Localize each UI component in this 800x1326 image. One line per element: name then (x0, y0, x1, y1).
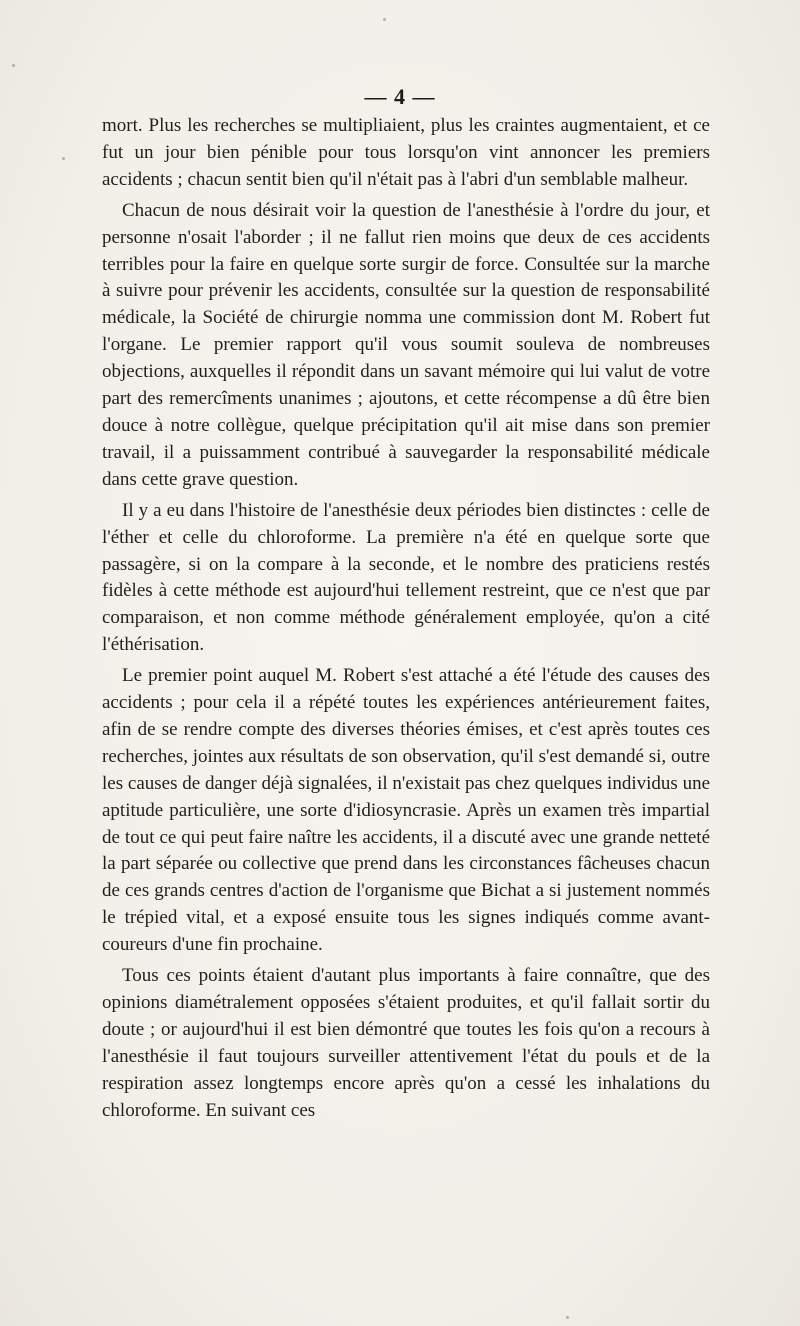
paragraph-5: Tous ces points étaient d'autant plus importants à faire connaître, que des opinions diamétralement opposées s'étaient produites, et qu'il fallait sortir du doute ; or aujourd'hui il est bien démontré que toutes les fois qu'on a recours à l'anesthésie il faut toujours surveiller attentivement l'état du pouls et de la respiration assez longtemps encore après qu'on a cessé les inhalations du chloroforme. En suivant ces (102, 965, 710, 1121)
paragraph-2: Chacun de nous désirait voir la question de l'anesthésie à l'ordre du jour, et personne n'osait l'aborder ; il ne fallut rien moins que deux de ces accidents terribles pour la faire en quelque sorte surgir de force. Consultée sur la marche à suivre pour prévenir les accidents, consultée sur la question de responsabilité médicale, la Société de chirurgie nomma une commission dont M. Robert fut l'organe. Le premier rapport qu'il vous soumit souleva de nombreuses objections, auxquelles il répondit dans un savant mémoire qui lui valut de votre part des remercîments unanimes ; ajoutons, et cette récompense a dû être bien douce à notre collègue, quelque précipitation qu'il ait mise dans son premier travail, il a puissamment contribué à sauvegarder la responsabilité médicale dans cette grave question. (102, 199, 710, 490)
paragraph-1: mort. Plus les recherches se multipliaient, plus les craintes augmentaient, et ce fut un jour bien pénible pour tous lorsqu'on vint annoncer les premiers accidents ; chacun sentit bien qu'il n'était pas à l'abri d'un semblable malheur. (102, 115, 710, 190)
paragraph-3: Il y a eu dans l'histoire de l'anesthésie deux périodes bien distinctes : celle de l'éther et celle du chloroforme. La première n'a été en quelque sorte que passagère, si on la compare à la seconde, et le nombre des praticiens restés fidèles à cette méthode est aujourd'hui tellement restreint, que ce n'est que par comparaison, et non comme méthode généralement employée, qu'on a cité l'éthérisation. (102, 499, 710, 656)
paper-speck (566, 1316, 569, 1319)
paper-speck (62, 157, 65, 160)
paper-speck (12, 64, 15, 67)
body-text (102, 113, 710, 1129)
paragraph-4: Le premier point auquel M. Robert s'est attaché a été l'étude des causes des accidents ; pour cela il a répété toutes les expériences antérieurement faites, afin de se rendre compte des diverses théories émises, et c'est après toutes ces recherches, jointes aux résultats de son observation, qu'il s'est demandé si, outre les causes de danger déjà signalées, il n'existait pas chez quelques individus une aptitude particulière, une sorte d'idiosyncrasie. Après un examen très impartial de tout ce qui peut faire naître les accidents, il a discuté avec une grande netteté la part séparée ou collective que prend dans les circonstances fâcheuses chacun de ces grands centres d'action de l'organisme que Bichat a si justement nommés le trépied vital, et a exposé ensuite tous les signes indiqués comme avant-coureurs d'une fin prochaine. (102, 665, 710, 956)
page-number: — 4 — (364, 84, 436, 109)
paper-speck (383, 18, 386, 21)
